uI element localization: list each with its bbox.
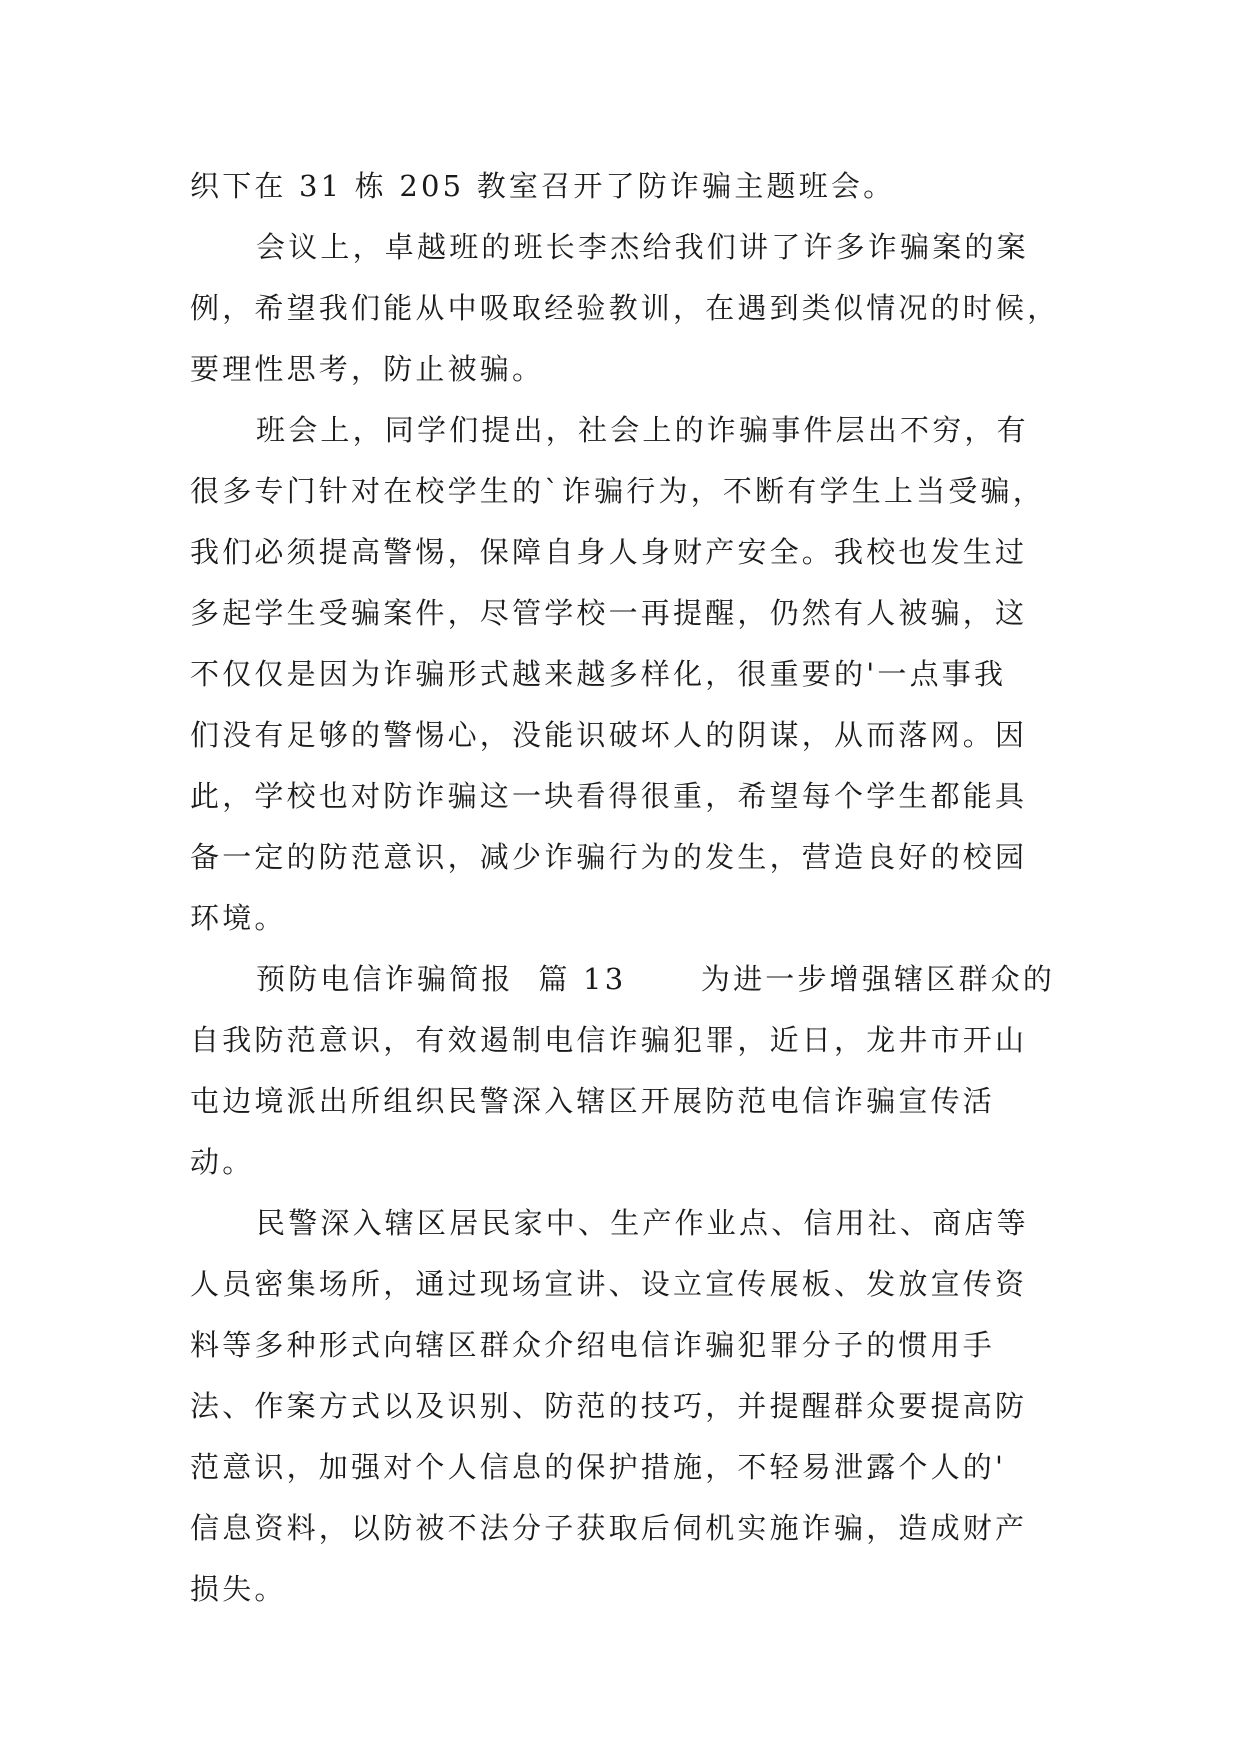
- text-line: 们没有足够的警惕心，没能识破坏人的阴谋，从而落网。因: [190, 718, 1028, 752]
- text-line: 环境。: [190, 901, 287, 935]
- text-line: 例，希望我们能从中吸取经验教训，在遇到类似情况的时候，: [190, 291, 1060, 325]
- text-line: 会议上，卓越班的班长李杰给我们讲了许多诈骗案的案: [256, 230, 1029, 264]
- text-line: 人员密集场所，通过现场宣讲、设立宣传展板、发放宣传资: [190, 1267, 1028, 1301]
- text-line: 自我防范意识，有效遏制电信诈骗犯罪，近日，龙井市开山: [190, 1023, 1028, 1057]
- text-line: 备一定的防范意识，减少诈骗行为的发生，营造良好的校园: [190, 840, 1028, 874]
- text-line: 屯边境派出所组织民警深入辖区开展防范电信诈骗宣传活: [190, 1084, 996, 1118]
- text-line: 预防电信诈骗简报 篇 13 为进一步增强辖区群众的: [256, 962, 1056, 996]
- text-line: 民警深入辖区居民家中、生产作业点、信用社、商店等: [256, 1206, 1029, 1240]
- text-line: 损失。: [190, 1572, 287, 1606]
- document-body: [190, 156, 1060, 1620]
- text-line: 动。: [190, 1145, 255, 1179]
- text-line: 料等多种形式向辖区群众介绍电信诈骗犯罪分子的惯用手: [190, 1328, 996, 1362]
- text-line: 班会上，同学们提出，社会上的诈骗事件层出不穷，有: [256, 413, 1029, 447]
- text-line: 信息资料，以防被不法分子获取后伺机实施诈骗，造成财产: [190, 1511, 1028, 1545]
- text-line: 此，学校也对防诈骗这一块看得很重，希望每个学生都能具: [190, 779, 1028, 813]
- text-line: 法、作案方式以及识别、防范的技巧，并提醒群众要提高防: [190, 1389, 1028, 1423]
- text-line: 不仅仅是因为诈骗形式越来越多样化，很重要的'一点事我: [190, 657, 1007, 691]
- text-line: 很多专门针对在校学生的`诈骗行为，不断有学生上当受骗，: [190, 474, 1045, 508]
- text-line: 范意识，加强对个人信息的保护措施，不轻易泄露个人的': [190, 1450, 1007, 1484]
- text-line: 织下在 31 栋 205 教室召开了防诈骗主题班会。: [190, 169, 896, 203]
- text-line: 多起学生受骗案件，尽管学校一再提醒，仍然有人被骗，这: [190, 596, 1028, 630]
- text-line: 我们必须提高警惕，保障自身人身财产安全。我校也发生过: [190, 535, 1028, 569]
- text-line: 要理性思考，防止被骗。: [190, 352, 545, 386]
